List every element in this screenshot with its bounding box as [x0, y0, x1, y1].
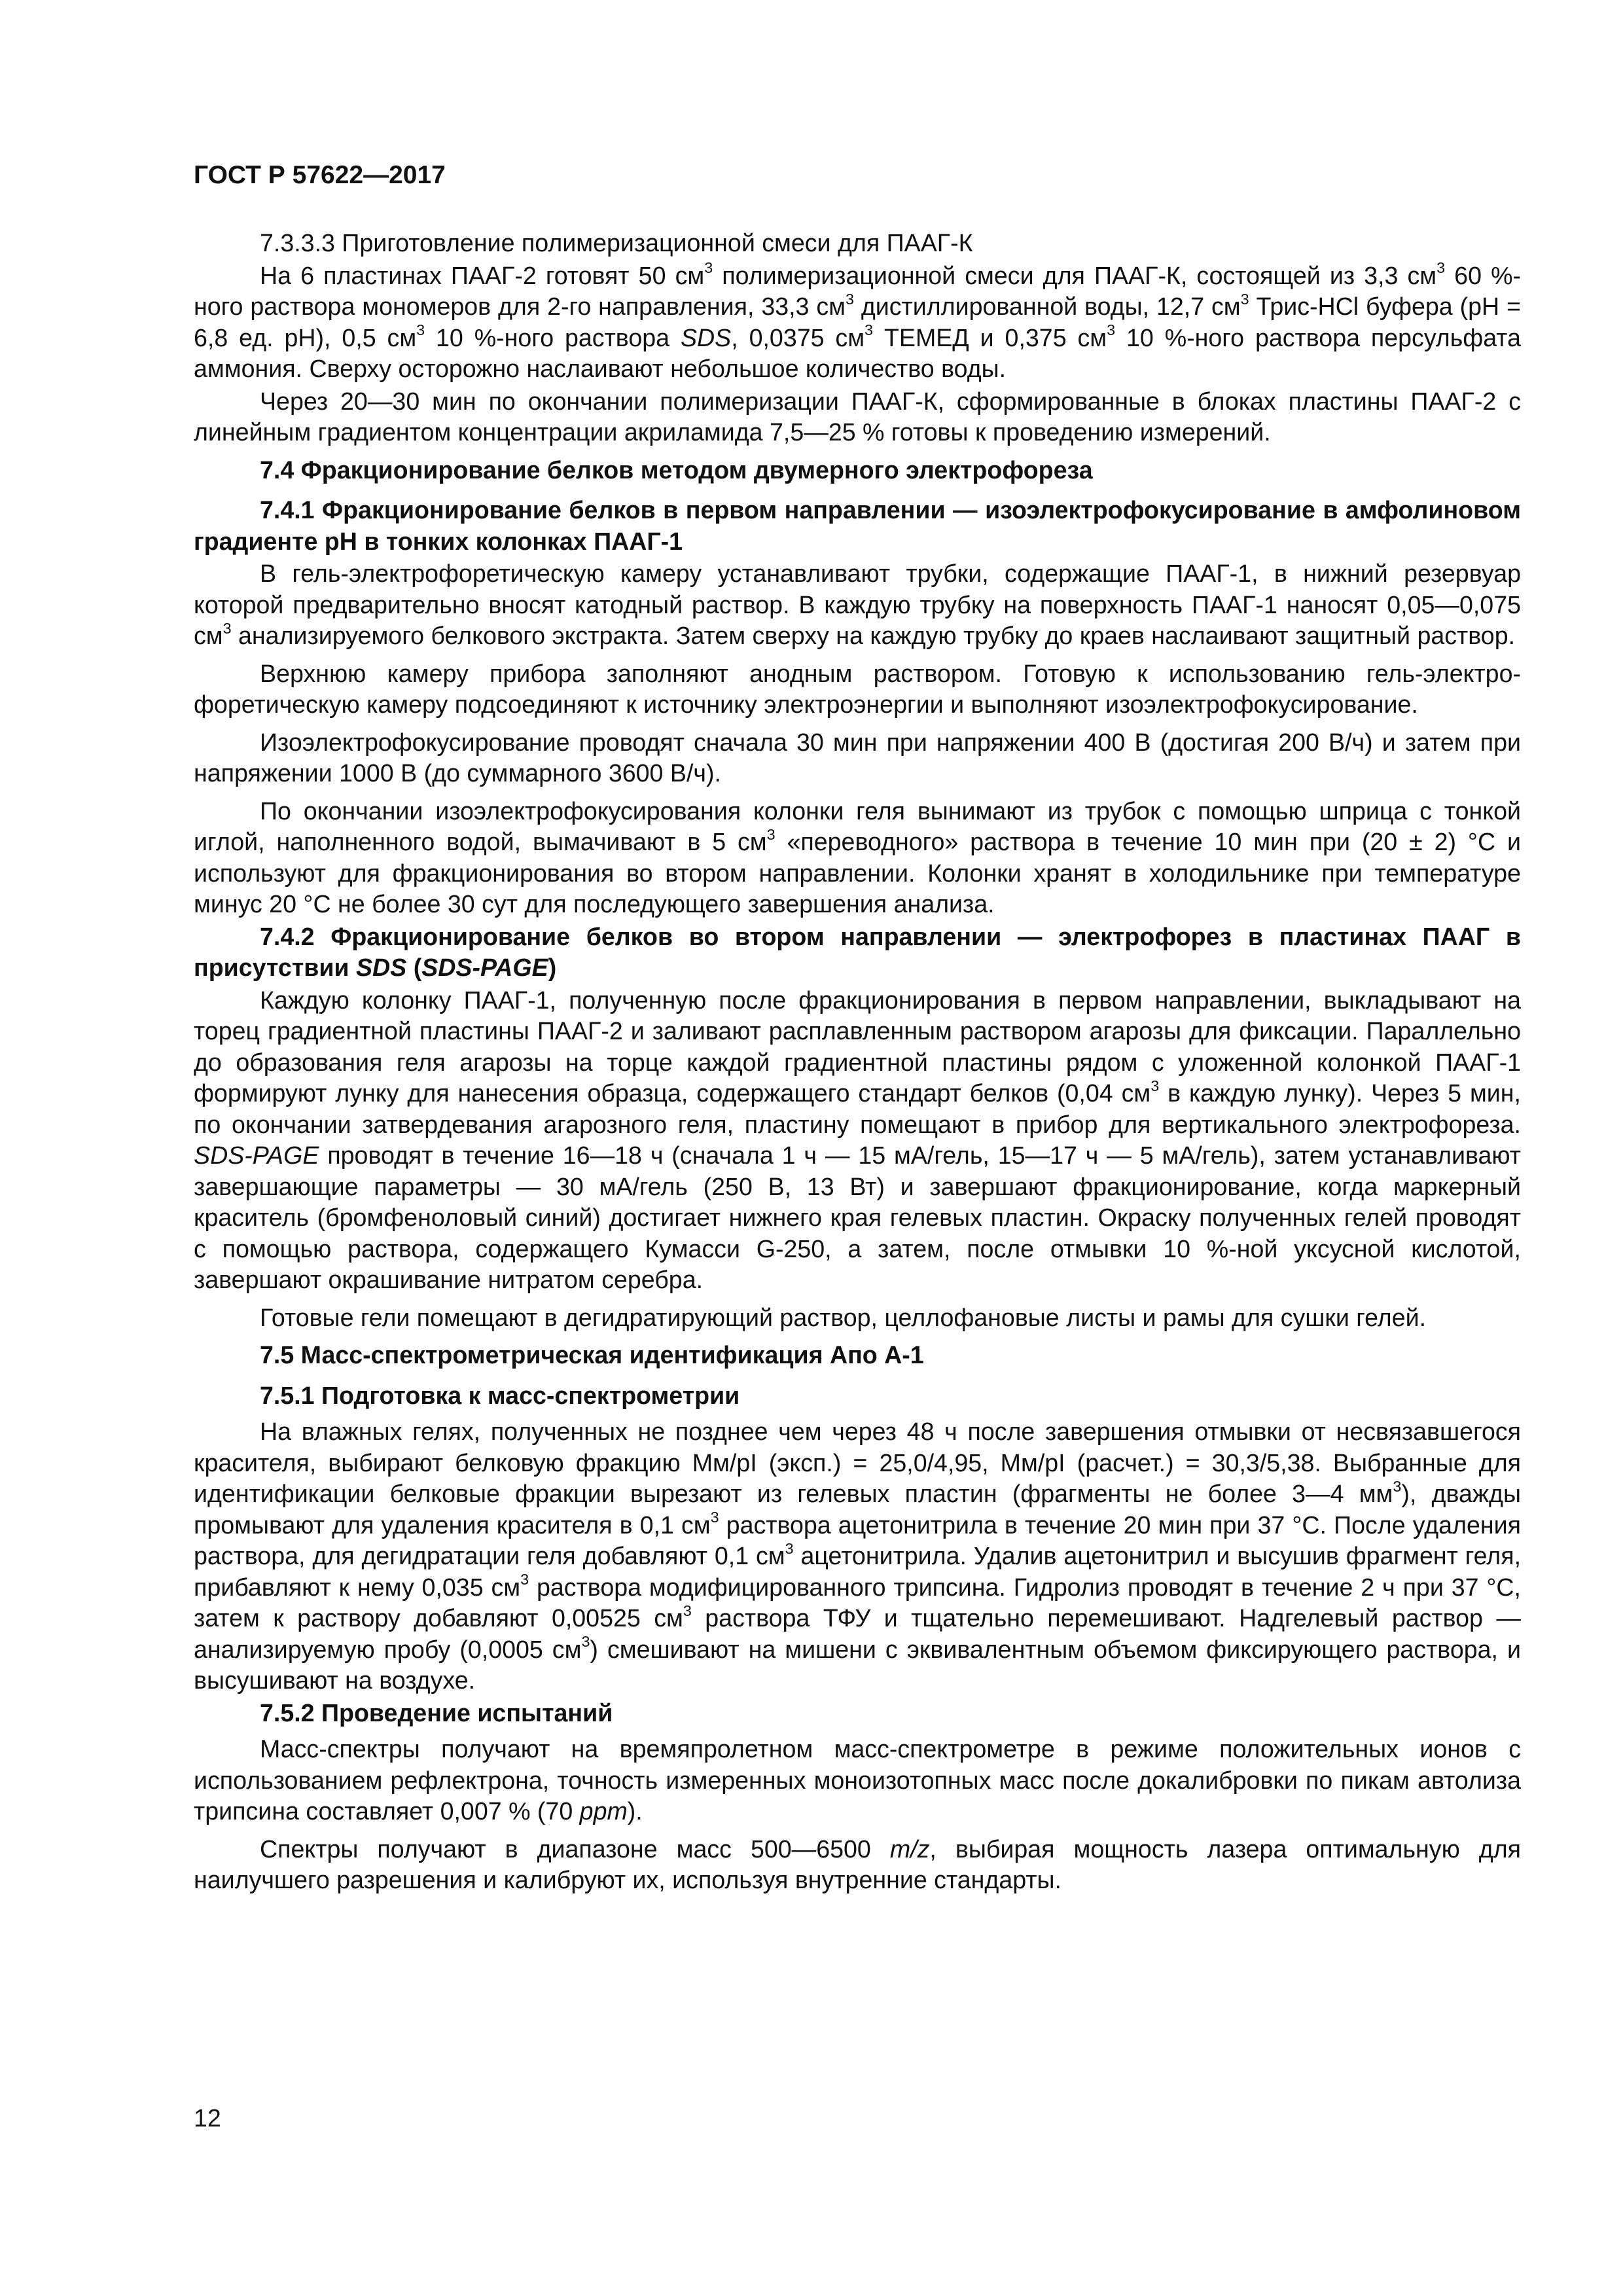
section-heading: 7.5.1 Подготовка к масс-спектрометрии [260, 1381, 740, 1409]
document-body [194, 228, 1521, 1903]
paragraph: Изоэлектрофокусирование проводят сначала 30 мин при напряжении 400 В (достигая 200 В/ч) и затем при напряжении 1000 В (до суммарного 3600 В/ч). [194, 728, 1521, 787]
paragraph: Спектры получают в диапазоне масс 500—6500 m/z, выбирая мощность лазера оптимальную для наилучшего разрешения и калибруют их, используя внутренние стандарты. [194, 1835, 1522, 1893]
section-heading: 7.4 Фракционирование белков методом двумерного электрофореза [260, 456, 1093, 484]
paragraph: На влажных гелях, полученных не позднее чем через 48 ч после завершения отмывки от несвязавшегося красителя, выбирают белковую фракцию Мм/pI (эксп.) = 25,0/4,95, Мм/pI (расчет.) = 30,3/5,38. Выбранные для идентификации белковые фракции вырезают из гелевых пластин (фрагменты не более 3—4 $мм^3$), дважды промывают для удаления красителя в 0,1 $см^3$ раствора ацетонитрила в течение 20 мин при 37 °С. После удаления раствора, для дегидратации геля добавляют 0,1 $см^3$ ацетонитрила. Удалив ацетонитрил и высушив фрагмент геля, прибавляют к нему 0,035 $см^3$ раствора модифицированного трипсина. Гидролиз проводят в течение 2 ч при 37 °С, затем к раствору добавляют 0,00525 $см^3$ раствора ТФУ и тщательно перемешивают. Надгелевый раствор — анализируемую пробу (0,0005 $см^3$) смешивают на мишени с эквивалентным объемом фиксирующего раствора, и высушивают на воздухе. [194, 1418, 1522, 1694]
section-heading: 7.5.2 Проведение испытаний [260, 1698, 613, 1727]
section-heading: 7.5 Масс-спектрометрическая идентификация Апо А-1 [260, 1341, 924, 1369]
paragraph: Через 20—30 мин по окончании полимеризации ПААГ-К, сформированные в блоках пластины ПААГ-2 с линейным градиентом концентрации акриламида 7,5—25 % готовы к проведению измерений. [194, 387, 1521, 446]
document-header: ГОСТ Р 57622—2017 [194, 161, 446, 189]
paragraph: Готовые гели помещают в дегидратирующий раствор, целлофановые листы и рамы для сушки гелей. [260, 1303, 1427, 1331]
paragraph: По окончании изоэлектрофокусирования колонки геля вынимают из трубок с помощью шприца с тонкой иглой, наполненного водой, вымачивают в 5 $см^3$ «переводного» раствора в течение 10 мин при (20 ± 2) °С и используют для фракционирования во втором направлении. Колонки хранят в холодильнике при температуре минус 20 °С не более 30 сут для последующего завершения анализа. [194, 797, 1521, 918]
paragraph: На 6 пластинах ПААГ-2 готовят 50 $см^3$ полимеризационной смеси для ПААГ-К, состоящей из 3,3 $см^3$ 60 %-ного раствора мономеров для 2-го направления, 33,3 $см^3$ дистиллированной воды, 12,7 $см^3$ Трис-HCl буфера (pH = 6,8 ед. pH), 0,5 $см^3$ 10 %-ного раствора SDS, 0,0375 $см^3$ ТЕМЕД и 0,375 $см^3$ 10 %-ного раствора персульфата аммония. Сверху осторожно наслаивают небольшое количество воды. [194, 259, 1522, 382]
paragraph: Масс-спектры получают на времяпролетном масс-спектрометре в режиме положительных ионов с использованием рефлектрона, точность измеренных моноизотопных масс после докалибровки по пикам автолиза трипсина составляет 0,007 % (70 ppm). [194, 1735, 1521, 1825]
paragraph: Верхнюю камеру прибора заполняют анодным раствором. Готовую к использованию гель-электрофоретическую камеру подсоединяют к источнику электроэнергии и выполняют изоэлектрофокусирование. [194, 659, 1521, 718]
page-number: 12 [194, 2104, 221, 2132]
subsection-heading: 7.4.2 Фракционирование белков во втором направлении — электрофорез в пластинах ПААГ в присутствии SDS (SDS-PAGE) [194, 922, 1521, 981]
paragraph: В гель-электрофоретическую камеру устанавливают трубки, содержащие ПААГ-1, в нижний резервуар которой предварительно вносят катодный раствор. В каждую трубку на поверхность ПААГ-1 наносят 0,05—0,075 $см^3$ анализируемого белкового экстракта. Затем сверху на каждую трубку до краев наслаивают защитный раствор. [194, 560, 1521, 649]
subsection-heading: 7.4.1 Фракционирование белков в первом направлении — изоэлектрофокусирование в амфолиновом градиенте pH в тонких колонках ПААГ-1 [194, 496, 1521, 555]
paragraph: Каждую колонку ПААГ-1, полученную после фракционирования в первом направлении, выкладывают на торец градиентной пластины ПААГ-2 и заливают расплавленным раствором агарозы для фиксации. Параллельно до образования геля агарозы на торце каждой градиентной пластины рядом с уложенной колонкой ПААГ-1 формируют лунку для нанесения образца, содержащего стандарт белков (0,04 $см^3$ в каждую лунку). Через 5 мин, по окончании затвердевания агарозного геля, пластину помещают в прибор для вертикального электрофореза. SDS-PAGE проводят в течение 16—18 ч (сначала 1 ч — 15 мА/гель, 15—17 ч — 5 мА/гель), затем устанавливают завершающие параметры — 30 мА/гель (250 В, 13 Вт) и завершают фракционирование, когда маркерный краситель (бромфеноловый синий) достигает нижнего края гелевых пластин. Окраску полученных гелей проводят с помощью раствора, содержащего Кумасси G-250, а затем, после отмывки 10 %-ной уксусной кислотой, завершают окрашивание нитратом серебра. [194, 986, 1521, 1293]
subsection-heading: 7.3.3.3 Приготовление полимеризационной смеси для ПААГ-К [260, 229, 973, 257]
